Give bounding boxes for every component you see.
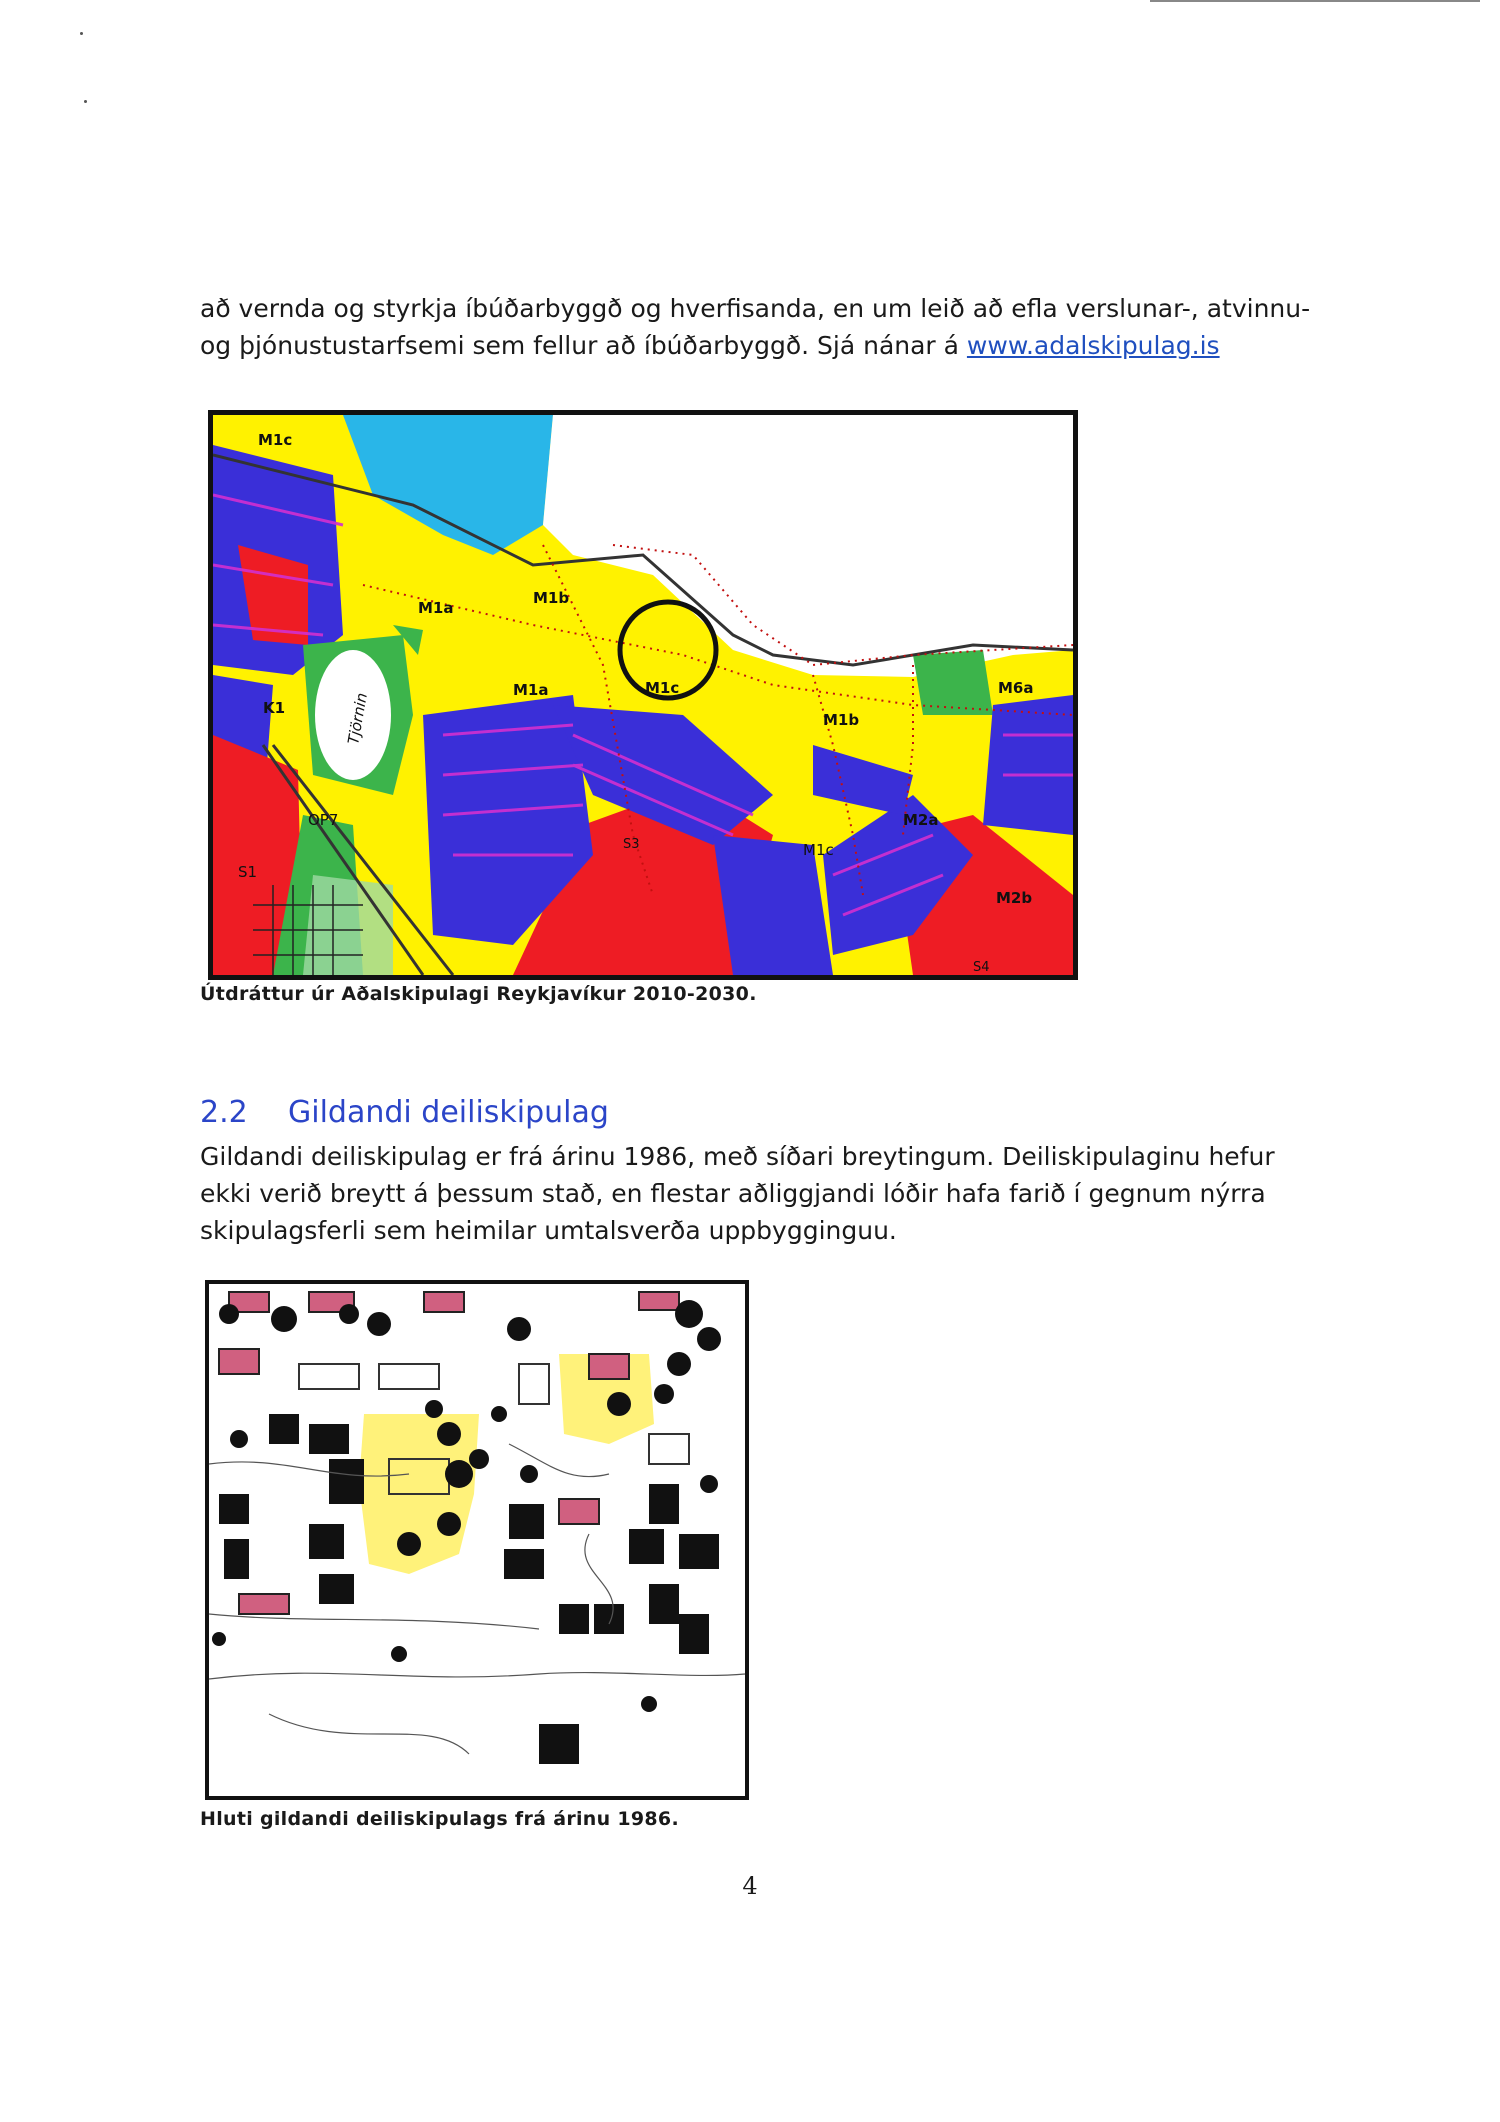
section-heading <box>200 1095 609 1130</box>
section-number: 2.2 <box>200 1095 248 1130</box>
land-use-map-graphic <box>213 415 1073 975</box>
detail-plan-graphic <box>209 1284 745 1796</box>
label-m1c-circle: M1c <box>645 679 680 697</box>
label-m2b: M2b <box>996 889 1033 907</box>
label-op7: OP7 <box>308 811 339 829</box>
label-m1c-top: M1c <box>258 431 293 449</box>
adalskipulag-link[interactable]: www.adalskipulag.is <box>966 331 1220 360</box>
label-m2a: M2a <box>903 811 939 829</box>
label-m1b: M1b <box>533 589 570 607</box>
label-m6a: M6a <box>998 679 1034 697</box>
intro-text: að vernda og styrkja íbúðarbyggð og hverfisanda, en um leið að efla verslunar-, atvinnu- og þjónustustarfsemi sem fellur að íbúðarbyggð. Sjá nánar á <box>200 294 1311 360</box>
scan-speck <box>80 32 83 35</box>
page-number: 4 <box>742 1872 758 1900</box>
scan-speck <box>84 100 87 103</box>
top-edge-line <box>1150 0 1480 2</box>
label-m1c-low: M1c <box>803 841 834 859</box>
label-k1: K1 <box>263 699 286 717</box>
label-s1: S1 <box>238 863 258 881</box>
label-m1a-mid: M1a <box>513 681 549 699</box>
label-m1a: M1a <box>418 599 454 617</box>
label-s3: S3 <box>623 837 640 852</box>
label-m1b-right: M1b <box>823 711 860 729</box>
detail-plan-map <box>205 1280 749 1800</box>
land-use-map <box>208 410 1078 980</box>
label-tjornin: Tjörnin <box>344 691 371 746</box>
section-body: Gildandi deiliskipulag er frá árinu 1986, með síðari breytingum. Deiliskipulaginu hefur ekki verið breytt á þessum stað, en flestar aðliggjandi lóðir hafa farið í gegnum nýrra skipulagsferli sem heimilar umtalsverða uppbygginguu. <box>200 1142 1275 1245</box>
section-title: Gildandi deiliskipulag <box>288 1095 609 1130</box>
intro-paragraph <box>200 290 1330 364</box>
figure2-caption: Hluti gildandi deiliskipulags frá árinu 1986. <box>200 1808 679 1830</box>
label-s4: S4 <box>973 960 990 975</box>
figure1-caption: Útdráttur úr Aðalskipulagi Reykjavíkur 2010-2030. <box>200 983 757 1005</box>
